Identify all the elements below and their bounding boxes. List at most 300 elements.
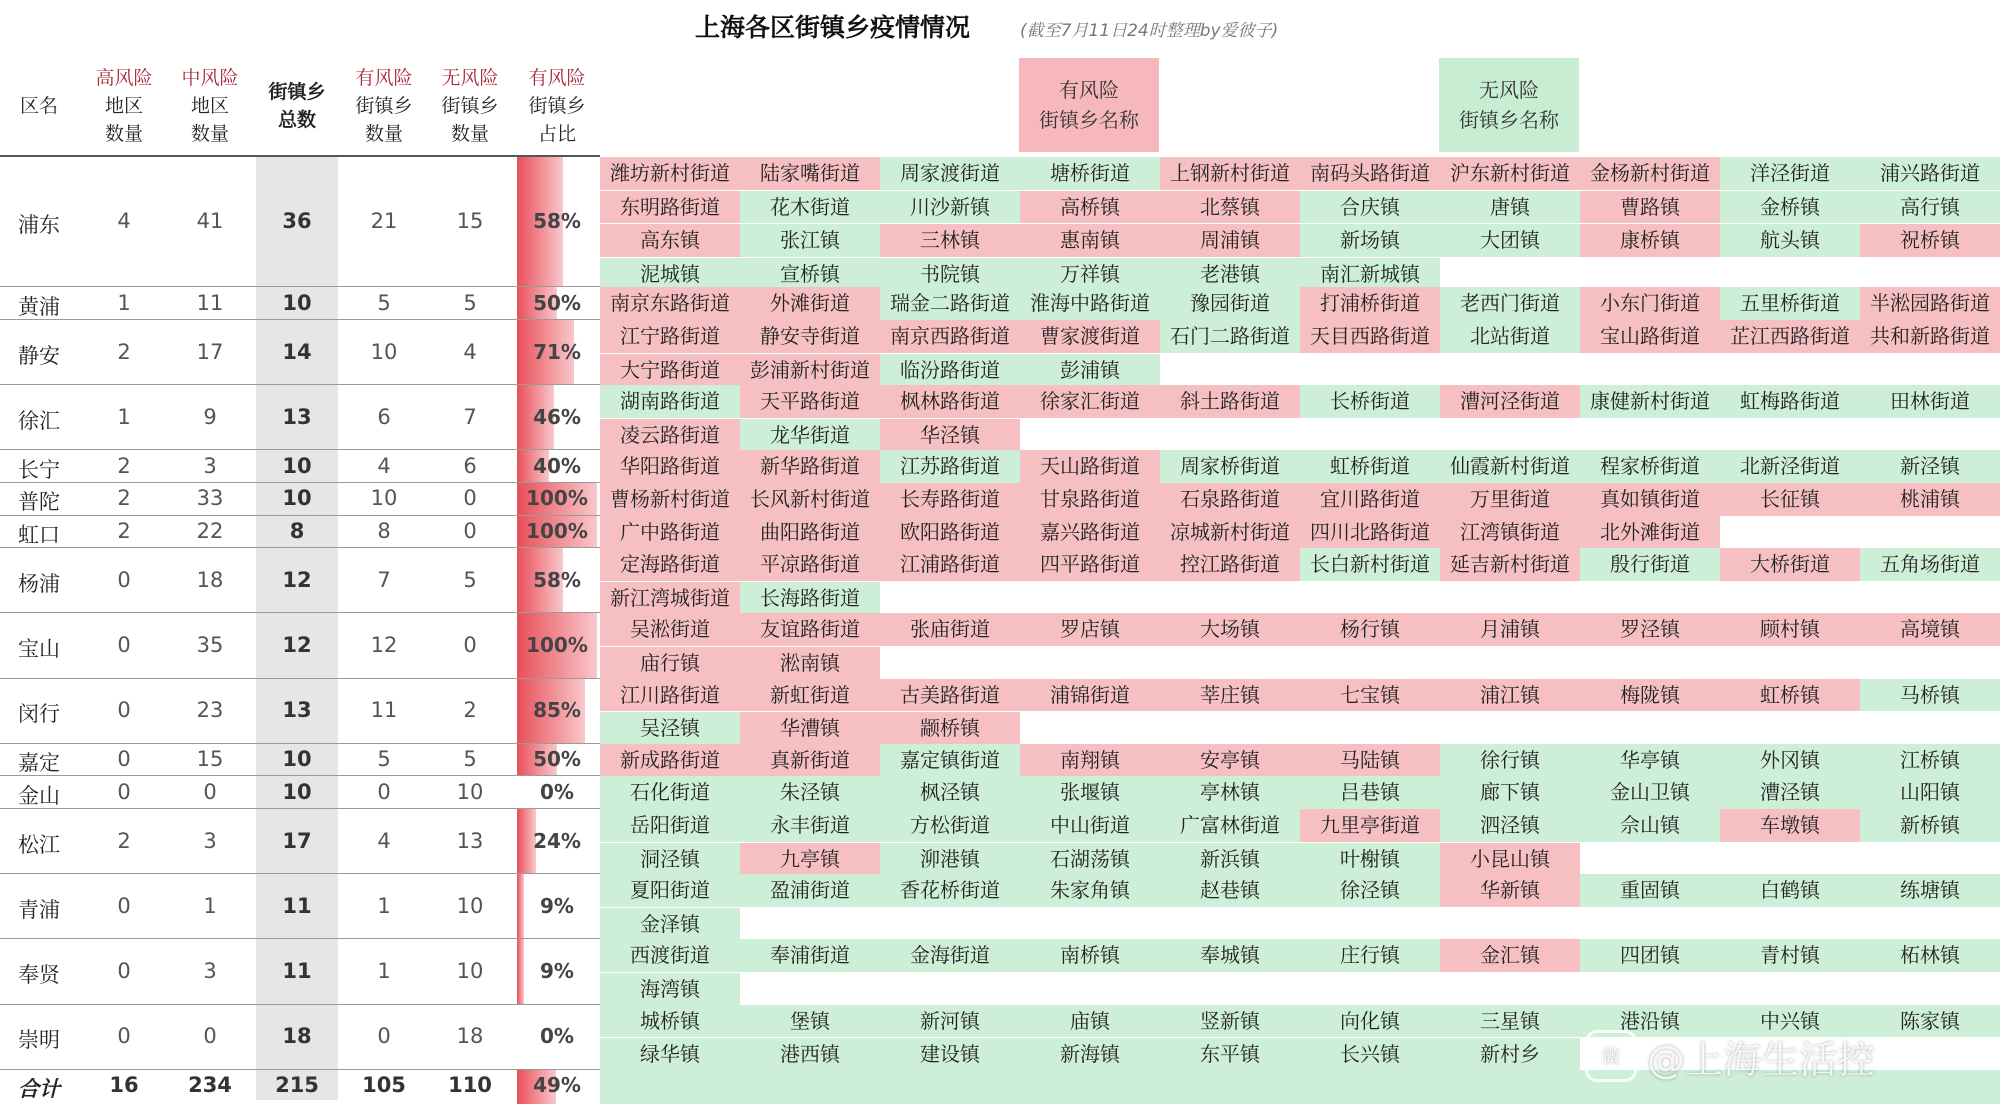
safe-town-cell: 建设镇 [880, 1038, 1020, 1072]
district-mid-count: 3 [203, 453, 217, 478]
summary-label: 合计 [18, 1076, 60, 1101]
district-total-count: 11 [282, 959, 312, 983]
risk-town-cell: 康桥镇 [1580, 224, 1720, 258]
district-risk-count: 5 [377, 290, 391, 315]
legend-risk-towns: 有风险 街镇乡名称 [1019, 58, 1159, 152]
safe-town-cell: 老西门街道 [1440, 287, 1580, 321]
safe-town-cell: 淮海中路街道 [1020, 287, 1160, 321]
risk-town-cell: 虹桥镇 [1720, 679, 1860, 713]
safe-town-cell: 泥城镇 [600, 258, 740, 292]
district-safe-count: 5 [463, 290, 477, 315]
risk-town-cell: 欧阳路街道 [880, 516, 1020, 550]
empty-cell [1160, 582, 1300, 616]
safe-town-cell: 康健新村街道 [1580, 385, 1720, 419]
district-safe-count: 10 [456, 779, 484, 804]
weibo-icon: 微 [1585, 1030, 1637, 1082]
empty-cell [1160, 712, 1300, 746]
risk-town-cell: 顾村镇 [1720, 613, 1860, 647]
row-divider [0, 775, 600, 776]
district-total-count: 13 [282, 698, 312, 723]
risk-town-cell: 浦锦街道 [1020, 679, 1160, 713]
safe-town-cell: 程家桥街道 [1580, 450, 1720, 484]
row-divider [0, 612, 600, 613]
risk-town-cell: 周浦镇 [1160, 224, 1300, 258]
safe-town-cell: 老港镇 [1160, 258, 1300, 292]
row-divider [0, 938, 600, 939]
risk-town-cell: 杨行镇 [1300, 613, 1440, 647]
district-mid-count: 11 [196, 290, 224, 315]
town-grid [600, 320, 2000, 387]
district-risk-count: 4 [377, 828, 391, 853]
header-no-risk: 无风险 街镇乡 数量 [441, 67, 499, 145]
empty-cell [1720, 354, 1860, 388]
safe-town-cell: 长桥街道 [1300, 385, 1440, 419]
safe-town-cell: 泗泾镇 [1440, 809, 1580, 843]
empty-cell [880, 647, 1020, 681]
risk-town-cell: 大宁路街道 [600, 354, 740, 388]
safe-town-cell: 石化街道 [600, 776, 740, 810]
risk-town-cell: 梅陇镇 [1580, 679, 1720, 713]
risk-town-cell: 吴淞街道 [600, 613, 740, 647]
risk-town-cell: 真新街道 [740, 744, 880, 778]
risk-town-cell: 宝山路街道 [1580, 320, 1720, 354]
district-mid-count: 33 [196, 486, 224, 511]
safe-town-cell: 新河镇 [880, 1005, 1020, 1039]
safe-town-cell: 亭林镇 [1160, 776, 1300, 810]
risk-town-cell: 罗泾镇 [1580, 613, 1720, 647]
header-mid-risk: 中风险 地区 数量 [181, 67, 239, 145]
risk-town-cell: 陆家嘴街道 [740, 157, 880, 191]
district-mid-count: 0 [203, 1024, 217, 1049]
district-total-count: 10 [282, 779, 312, 804]
safe-town-cell: 中山街道 [1020, 809, 1160, 843]
empty-cell [1580, 582, 1720, 616]
risk-town-cell: 芷江西路街道 [1720, 320, 1860, 354]
safe-town-cell: 徐行镇 [1440, 744, 1580, 778]
header-divider [0, 155, 600, 157]
risk-town-cell: 九亭镇 [740, 843, 880, 877]
district-safe-count: 0 [463, 486, 477, 511]
safe-town-cell: 夏阳街道 [600, 874, 740, 908]
risk-town-cell: 江浦路街道 [880, 548, 1020, 582]
safe-town-cell: 田林街道 [1860, 385, 2000, 419]
district-high-count: 0 [117, 1024, 131, 1049]
risk-town-cell: 彭浦新村街道 [740, 354, 880, 388]
district-total-count: 11 [282, 893, 312, 918]
safe-town-cell: 海湾镇 [600, 973, 740, 1007]
row-divider [0, 1004, 600, 1005]
safe-town-cell: 石湖荡镇 [1020, 843, 1160, 877]
risk-ratio-label: 40% [533, 453, 581, 478]
empty-cell [1300, 419, 1440, 453]
district-high-count: 0 [117, 633, 131, 657]
safe-town-cell: 西渡街道 [600, 939, 740, 973]
empty-cell [1300, 908, 1440, 942]
town-grid [600, 776, 2000, 810]
safe-town-cell: 山阳镇 [1860, 776, 2000, 810]
town-grid [600, 385, 2000, 452]
risk-ratio-label: 50% [533, 290, 581, 315]
district-risk-count: 4 [377, 453, 391, 478]
district-risk-count: 12 [370, 633, 398, 657]
safe-town-cell: 龙华街道 [740, 419, 880, 453]
risk-town-cell: 桃浦镇 [1860, 483, 2000, 517]
risk-ratio-bar [517, 450, 597, 482]
safe-town-cell: 柘林镇 [1860, 939, 2000, 973]
risk-ratio-label: 58% [533, 209, 581, 234]
district-risk-count: 7 [377, 567, 391, 592]
safe-town-cell: 万祥镇 [1020, 258, 1160, 292]
empty-cell [1440, 973, 1580, 1007]
risk-ratio-label: 0% [540, 1024, 574, 1049]
empty-cell [880, 908, 1020, 942]
risk-town-cell: 华泾镇 [880, 419, 1020, 453]
risk-town-cell: 天目西路街道 [1300, 320, 1440, 354]
district-total-count: 8 [289, 518, 305, 543]
empty-cell [1860, 582, 2000, 616]
risk-ratio-label: 58% [533, 567, 581, 592]
safe-town-cell: 长白新村街道 [1300, 548, 1440, 582]
risk-town-cell: 莘庄镇 [1160, 679, 1300, 713]
district-name: 松江 [18, 832, 60, 857]
risk-town-cell: 沪东新村街道 [1440, 157, 1580, 191]
district-total-count: 36 [282, 209, 312, 234]
empty-cell [1440, 258, 1580, 292]
header-total: 街镇乡 总数 [268, 81, 326, 131]
risk-town-cell: 打浦桥街道 [1300, 287, 1440, 321]
town-grid [600, 744, 2000, 778]
safe-town-cell: 南汇新城镇 [1300, 258, 1440, 292]
risk-town-cell: 定海路街道 [600, 548, 740, 582]
district-mid-count: 9 [203, 404, 217, 429]
safe-town-cell: 赵巷镇 [1160, 874, 1300, 908]
district-high-count: 1 [117, 404, 131, 429]
safe-town-cell: 叶榭镇 [1300, 843, 1440, 877]
risk-town-cell: 七宝镇 [1300, 679, 1440, 713]
district-name: 宝山 [18, 637, 60, 661]
empty-cell [1440, 908, 1580, 942]
empty-cell [1860, 647, 2000, 681]
safe-town-cell: 东平镇 [1160, 1038, 1300, 1072]
row-divider [0, 286, 600, 287]
district-high-count: 0 [117, 779, 131, 804]
safe-town-cell: 庄行镇 [1300, 939, 1440, 973]
safe-town-cell: 枫泾镇 [880, 776, 1020, 810]
district-high-count: 4 [117, 209, 131, 234]
town-grid [600, 939, 2000, 1006]
district-total-count: 12 [282, 633, 312, 657]
empty-cell [740, 908, 880, 942]
town-grid [600, 516, 2000, 550]
header-ratio: 有风险 街镇乡 占比 [528, 67, 586, 145]
district-high-count: 0 [117, 747, 131, 772]
district-name: 浦东 [18, 213, 60, 238]
empty-cell [1720, 843, 1860, 877]
district-high-count: 0 [117, 893, 131, 918]
summary-high: 16 [109, 1072, 139, 1097]
summary-ratio-bar [517, 1070, 597, 1104]
safe-town-cell: 新村乡 [1440, 1038, 1580, 1072]
town-grid [600, 679, 2000, 746]
risk-ratio-bar [517, 809, 597, 873]
empty-cell [1720, 973, 1860, 1007]
district-high-count: 0 [117, 959, 131, 983]
town-grid [600, 483, 2000, 517]
safe-town-cell: 花木街道 [740, 191, 880, 225]
safe-town-cell: 马桥镇 [1860, 679, 2000, 713]
risk-town-cell: 马陆镇 [1300, 744, 1440, 778]
risk-town-cell: 凌云路街道 [600, 419, 740, 453]
risk-town-cell: 三林镇 [880, 224, 1020, 258]
safe-town-cell: 北新泾街道 [1720, 450, 1860, 484]
empty-cell [1860, 354, 2000, 388]
summary-safe: 110 [448, 1072, 492, 1097]
safe-town-cell: 瑞金二路街道 [880, 287, 1020, 321]
safe-town-cell: 金桥镇 [1720, 191, 1860, 225]
safe-town-cell: 徐泾镇 [1300, 874, 1440, 908]
risk-town-cell: 宜川路街道 [1300, 483, 1440, 517]
empty-cell [1440, 647, 1580, 681]
risk-town-cell: 嘉兴路街道 [1020, 516, 1160, 550]
district-name: 长宁 [18, 457, 60, 482]
safe-town-cell: 虹桥街道 [1300, 450, 1440, 484]
row-divider [0, 547, 600, 548]
safe-town-cell: 五里桥街道 [1720, 287, 1860, 321]
risk-town-cell: 江宁路街道 [600, 320, 740, 354]
risk-town-cell: 高东镇 [600, 224, 740, 258]
risk-town-cell: 曲阳路街道 [740, 516, 880, 550]
safe-town-cell: 航头镇 [1720, 224, 1860, 258]
safe-town-cell: 四团镇 [1580, 939, 1720, 973]
empty-cell [1580, 258, 1720, 292]
risk-town-cell: 石泉路街道 [1160, 483, 1300, 517]
risk-town-cell: 金汇镇 [1440, 939, 1580, 973]
safe-town-cell: 浦兴路街道 [1860, 157, 2000, 191]
risk-town-cell: 东明路街道 [600, 191, 740, 225]
row-divider [0, 319, 600, 320]
risk-town-cell: 古美路街道 [880, 679, 1020, 713]
district-safe-count: 5 [463, 747, 477, 772]
safe-town-cell: 川沙新镇 [880, 191, 1020, 225]
empty-cell [1860, 973, 2000, 1007]
district-high-count: 0 [117, 698, 131, 723]
safe-town-cell: 外冈镇 [1720, 744, 1860, 778]
safe-town-cell: 方松街道 [880, 809, 1020, 843]
empty-cell [1440, 582, 1580, 616]
safe-town-cell: 江桥镇 [1860, 744, 2000, 778]
empty-cell [1860, 908, 2000, 942]
empty-cell [1160, 419, 1300, 453]
risk-town-cell: 潍坊新村街道 [600, 157, 740, 191]
safe-town-cell: 大团镇 [1440, 224, 1580, 258]
empty-cell [1720, 516, 1860, 550]
risk-ratio-bar [517, 874, 597, 938]
risk-ratio-label: 9% [540, 893, 574, 918]
safe-town-cell: 临汾路街道 [880, 354, 1020, 388]
risk-town-cell: 高桥镇 [1020, 191, 1160, 225]
district-risk-count: 11 [370, 698, 398, 723]
safe-town-cell: 漕泾镇 [1720, 776, 1860, 810]
safe-town-cell: 绿华镇 [600, 1038, 740, 1072]
safe-town-cell: 白鹤镇 [1720, 874, 1860, 908]
risk-town-cell: 凉城新村街道 [1160, 516, 1300, 550]
risk-town-cell: 庙行镇 [600, 647, 740, 681]
safe-town-cell: 新场镇 [1300, 224, 1440, 258]
safe-town-cell: 新海镇 [1020, 1038, 1160, 1072]
row-divider [0, 449, 600, 450]
district-risk-count: 6 [377, 404, 391, 429]
risk-town-cell: 天平路街道 [740, 385, 880, 419]
district-risk-count: 10 [370, 486, 398, 511]
safe-town-cell: 书院镇 [880, 258, 1020, 292]
safe-town-cell: 南桥镇 [1020, 939, 1160, 973]
row-divider [0, 873, 600, 874]
risk-town-cell: 曹杨新村街道 [600, 483, 740, 517]
district-risk-count: 8 [377, 518, 391, 543]
safe-town-cell: 嘉定镇街道 [880, 744, 1020, 778]
row-divider [0, 482, 600, 483]
summary-total: 215 [275, 1072, 319, 1097]
safe-town-cell: 宣桥镇 [740, 258, 880, 292]
empty-cell [1720, 647, 1860, 681]
empty-cell [1720, 419, 1860, 453]
district-high-count: 2 [117, 518, 131, 543]
risk-town-cell: 外滩街道 [740, 287, 880, 321]
risk-town-cell: 颛桥镇 [880, 712, 1020, 746]
risk-town-cell: 四平路街道 [1020, 548, 1160, 582]
district-high-count: 2 [117, 486, 131, 511]
district-total-count: 13 [282, 404, 312, 429]
risk-ratio-label: 9% [540, 958, 574, 983]
risk-town-cell: 大桥街道 [1720, 548, 1860, 582]
risk-town-cell: 小昆山镇 [1440, 843, 1580, 877]
risk-town-cell: 共和新路街道 [1860, 320, 2000, 354]
district-risk-count: 1 [377, 959, 391, 983]
safe-town-cell: 吕巷镇 [1300, 776, 1440, 810]
empty-cell [1580, 354, 1720, 388]
risk-ratio-label: 100% [526, 518, 588, 543]
district-mid-count: 15 [196, 747, 224, 772]
safe-town-cell: 朱家角镇 [1020, 874, 1160, 908]
risk-town-cell: 华漕镇 [740, 712, 880, 746]
empty-cell [1580, 647, 1720, 681]
risk-town-cell: 曹家渡街道 [1020, 320, 1160, 354]
district-safe-count: 18 [456, 1024, 484, 1049]
risk-town-cell: 月浦镇 [1440, 613, 1580, 647]
safe-town-cell: 张堰镇 [1020, 776, 1160, 810]
risk-town-cell: 平凉路街道 [740, 548, 880, 582]
district-safe-count: 15 [456, 209, 484, 234]
risk-town-cell: 漕河泾街道 [1440, 385, 1580, 419]
risk-town-cell: 天山路街道 [1020, 450, 1160, 484]
empty-cell [1300, 647, 1440, 681]
risk-town-cell: 车墩镇 [1720, 809, 1860, 843]
safe-town-cell: 泖港镇 [880, 843, 1020, 877]
safe-town-cell: 北站街道 [1440, 320, 1580, 354]
risk-town-cell: 斜土路街道 [1160, 385, 1300, 419]
district-total-count: 12 [282, 567, 312, 592]
safe-town-cell: 廊下镇 [1440, 776, 1580, 810]
summary-mid: 234 [188, 1072, 232, 1097]
safe-town-cell: 金泽镇 [600, 908, 740, 942]
empty-cell [1580, 419, 1720, 453]
risk-ratio-bar [517, 157, 597, 286]
empty-cell [1020, 647, 1160, 681]
empty-cell [1580, 908, 1720, 942]
town-grid [600, 613, 2000, 680]
empty-cell [1020, 973, 1160, 1007]
district-name: 青浦 [18, 897, 60, 922]
safe-town-cell: 周家桥街道 [1160, 450, 1300, 484]
district-total-count: 17 [282, 828, 312, 853]
risk-ratio-label: 46% [533, 404, 581, 429]
row-divider [0, 1069, 600, 1070]
empty-cell [1580, 712, 1720, 746]
risk-ratio-label: 50% [533, 747, 581, 772]
district-high-count: 2 [117, 453, 131, 478]
town-grid [600, 450, 2000, 484]
safe-town-cell: 塘桥街道 [1020, 157, 1160, 191]
empty-cell [1720, 712, 1860, 746]
empty-cell [1300, 354, 1440, 388]
risk-town-cell: 静安寺街道 [740, 320, 880, 354]
risk-ratio-bar [517, 548, 597, 612]
safe-town-cell: 广富林街道 [1160, 809, 1300, 843]
district-name: 闵行 [18, 702, 60, 727]
district-total-count: 18 [282, 1024, 312, 1049]
empty-cell [1720, 258, 1860, 292]
header-district: 区名 [19, 95, 58, 117]
risk-town-cell: 江川路街道 [600, 679, 740, 713]
district-name: 虹口 [18, 522, 60, 547]
district-mid-count: 18 [196, 567, 224, 592]
safe-town-cell: 香花桥街道 [880, 874, 1020, 908]
risk-town-cell: 安亭镇 [1160, 744, 1300, 778]
safe-town-cell: 新泾镇 [1860, 450, 2000, 484]
district-mid-count: 22 [196, 518, 224, 543]
safe-town-cell: 周家渡街道 [880, 157, 1020, 191]
safe-town-cell: 永丰街道 [740, 809, 880, 843]
empty-cell [1020, 712, 1160, 746]
safe-town-cell: 中兴镇 [1720, 1005, 1860, 1039]
safe-town-cell: 庙镇 [1020, 1005, 1160, 1039]
risk-town-cell: 延吉新村街道 [1440, 548, 1580, 582]
district-safe-count: 2 [463, 698, 477, 723]
risk-town-cell: 新江湾城街道 [600, 582, 740, 616]
empty-cell [740, 973, 880, 1007]
risk-town-cell: 浦江镇 [1440, 679, 1580, 713]
risk-ratio-bar [517, 939, 597, 1003]
risk-town-cell: 九里亭街道 [1300, 809, 1440, 843]
empty-cell [1720, 908, 1860, 942]
risk-town-cell: 半淞园路街道 [1860, 287, 2000, 321]
safe-town-cell: 新浜镇 [1160, 843, 1300, 877]
district-risk-count: 0 [377, 779, 391, 804]
risk-ratio-bar [517, 776, 597, 808]
town-grid [600, 809, 2000, 876]
safe-town-cell: 彭浦镇 [1020, 354, 1160, 388]
risk-town-cell: 南京西路街道 [880, 320, 1020, 354]
empty-cell [1580, 973, 1720, 1007]
district-name: 杨浦 [18, 571, 60, 596]
district-name: 崇明 [18, 1028, 60, 1053]
safe-town-cell: 五角场街道 [1860, 548, 2000, 582]
district-mid-count: 35 [196, 633, 224, 657]
district-safe-count: 13 [456, 828, 484, 853]
risk-town-cell: 真如镇街道 [1580, 483, 1720, 517]
safe-town-cell: 三星镇 [1440, 1005, 1580, 1039]
summary-risk: 105 [362, 1072, 406, 1097]
